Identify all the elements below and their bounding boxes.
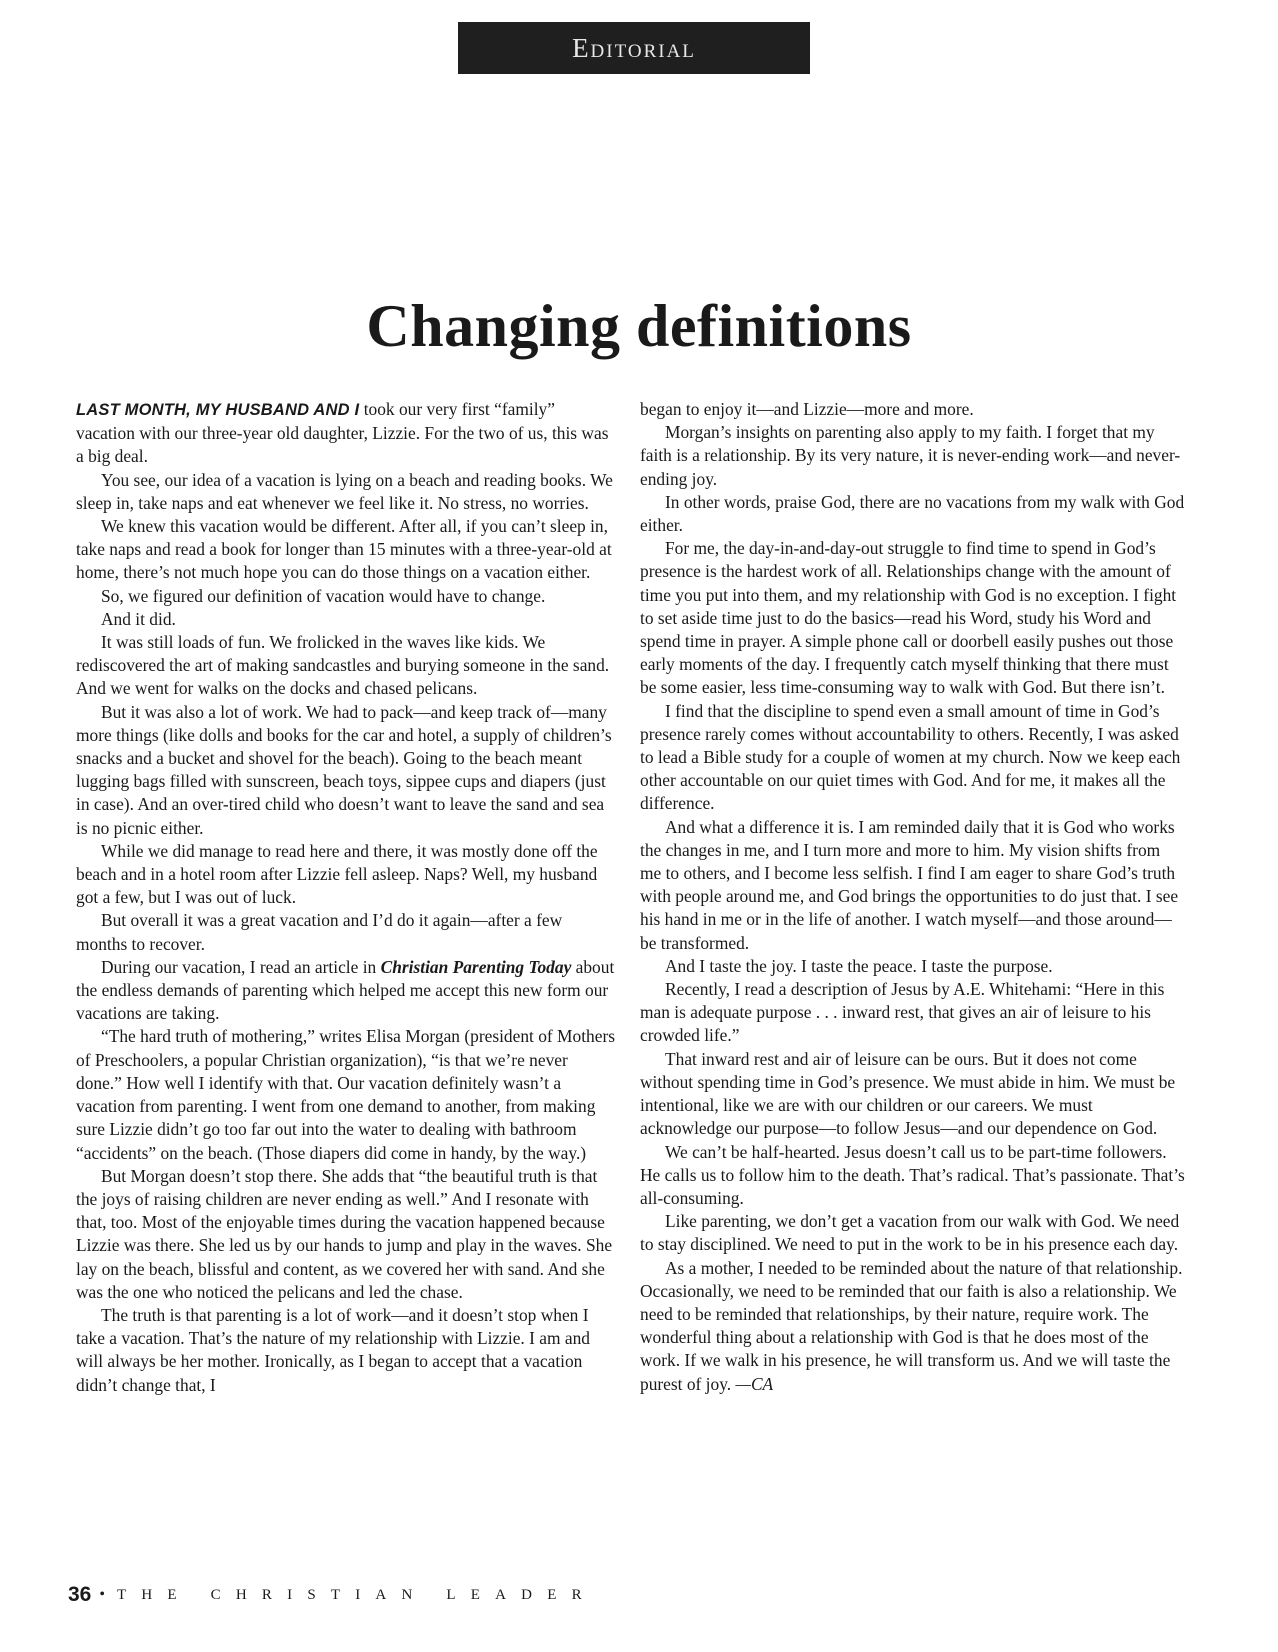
paragraph: I find that the discipline to spend even a small amount of time in God’s presence rarely comes without accountability to others. Recently, I was asked to lead a Bible study for a couple of women at my church. Now we keep each other accountable on our quiet times with God. And for me, it makes all the difference.	[640, 700, 1181, 814]
paragraph: During our vacation, I read an article in Christian Parenting Today about the endless demands of parenting which helped me accept this new form our vacations are taking.	[76, 956, 615, 1024]
section-banner	[458, 22, 810, 74]
paragraph: LAST MONTH, MY HUSBAND AND I took our very first “family” vacation with our three-year old daughter, Lizzie. For the two of us, this was a big deal.	[76, 399, 609, 467]
paragraph: And what a difference it is. I am reminded daily that it is God who works the changes in me, and I turn more and more to him. My vision shifts from me to others, and I become less selfish. I find I am eager to share God’s truth with people around me, and God brings the opportunities to do just that. I see his hand in me or in the life of another. I watch myself—and those around—be transformed.	[640, 816, 1179, 953]
paragraph: Recently, I read a description of Jesus by A.E. Whitehami: “Here in this man is adequate purpose . . . inward rest, that gives an air of leisure to his crowded life.”	[640, 979, 1165, 1046]
paragraph: In other words, praise God, there are no vacations from my walk with God either.	[640, 491, 1185, 536]
paragraph: Like parenting, we don’t get a vacation from our walk with God. We need to stay disciplined. We need to put in the work to be in his presence each day.	[640, 1211, 1180, 1255]
publication-title: Christian Parenting Today	[380, 956, 572, 977]
section-label: Editorial	[572, 32, 696, 63]
page-footer	[68, 1583, 597, 1607]
paragraph: You see, our idea of a vacation is lying on a beach and reading books. We sleep in, take naps and eat whenever we feel like it. No stress, no worries.	[76, 469, 613, 513]
paragraph: While we did manage to read here and there, it was mostly done off the beach and in a hotel room after Lizzie fell asleep. Naps? Well, my husband got a few, but I was out of luck.	[76, 840, 598, 908]
bullet-separator: •	[99, 1586, 105, 1603]
headline: Changing definitions	[366, 293, 912, 359]
publication-name: THE CHRISTIAN LEADER	[116, 1586, 597, 1603]
paragraph: The truth is that parenting is a lot of work—and it doesn’t stop when I take a vacation. That’s the nature of my relationship with Lizzie. I am and will always be her mother. Ironically, as I began to accept that a vacation didn’t change that, I	[76, 1304, 590, 1395]
paragraph: But it was also a lot of work. We had to pack—and keep track of—many more things (like dolls and books for the car and hotel, a supply of children’s snacks and a bucket and shovel for the beach). Going to the beach meant lugging bags filled with sunscreen, beach toys, sippee cups and diapers (just in case). And an over-tired child who doesn’t want to leave the sand and sea is no picnic either.	[76, 701, 612, 838]
paragraph: As a mother, I needed to be reminded about the nature of that relationship. Occasionally, we need to be reminded that our faith is also a relationship. We need to be reminded that relationships, by their nature, require work. The wonderful thing about a relationship with God is that he does most of the work. If we walk in his presence, he will transform us. And we will taste the purest of joy. —CA	[640, 1257, 1183, 1394]
paragraph: And it did.	[101, 608, 176, 629]
paragraph: It was still loads of fun. We frolicked in the waves like kids. We rediscovered the art of making sandcastles and burying someone in the sand. And we went for walks on the docks and chased pelicans.	[76, 632, 610, 699]
author-signature: —CA	[735, 1373, 774, 1394]
paragraph: But Morgan doesn’t stop there. She adds that “the beautiful truth is that the joys of raising children are never ending as well.” And I resonate with that, too. Most of the enjoyable times during the vacation happened because Lizzie was there. She led us by our hands to jump and play in the waves. She lay on the beach, blissful and content, as we covered her with sand. And she was the one who noticed the pelicans and led the chase.	[76, 1165, 613, 1302]
paragraph: That inward rest and air of leisure can be ours. But it does not come without spending time in God’s presence. We must abide in him. We must be intentional, like we are with our children or our careers. We must acknowledge our purpose—to follow Jesus—and our dependence on God.	[640, 1048, 1176, 1139]
paragraph: We can’t be half-hearted. Jesus doesn’t call us to be part-time followers. He calls us to follow him to the death. That’s radical. That’s passionate. That’s all-consuming.	[640, 1141, 1185, 1208]
paragraph: And I taste the joy. I taste the peace. I taste the purpose.	[665, 955, 1053, 976]
article-column-left	[76, 398, 616, 1397]
article-column-right	[640, 398, 1185, 1396]
paragraph: For me, the day-in-and-day-out struggle to find time to spend in God’s presence is the hardest work of all. Relationships change with the amount of time you put into them, and my relationship with God is no exception. I fight to set aside time just to do the basics—read his Word, study his Word and spend time in prayer. A simple phone call or doorbell easily pushes out those early moments of the day. I frequently catch myself thinking that there must be some easier, less time-consuming way to walk with God. But there isn’t.	[640, 538, 1177, 698]
lead-in: LAST MONTH, MY HUSBAND AND I	[76, 401, 360, 419]
paragraph: But overall it was a great vacation and I’d do it again—after a few months to recover.	[76, 910, 563, 954]
paragraph: We knew this vacation would be different. After all, if you can’t sleep in, take naps and read a book for longer than 15 minutes with a three-year-old at home, there’s not much hope you can do those things on a vacation either.	[76, 516, 612, 583]
paragraph: So, we figured our definition of vacation would have to change.	[101, 585, 546, 606]
page-number: 36	[68, 1583, 92, 1606]
paragraph: “The hard truth of mothering,” writes Elisa Morgan (president of Mothers of Preschoolers, a popular Christian organization), “is that we’re never done.” How well I identify with that. Our vacation definitely wasn’t a vacation from parenting. I went from one demand to another, from making sure Lizzie didn’t go too far out into the water to dealing with bathroom “accidents” on the beach. (Those diapers did come in handy, by the way.)	[76, 1026, 616, 1163]
paragraph: Morgan’s insights on parenting also apply to my faith. I forget that my faith is a relationship. By its very nature, it is never-ending work—and never-ending joy.	[640, 422, 1181, 489]
paragraph: began to enjoy it—and Lizzie—more and more.	[640, 399, 974, 419]
